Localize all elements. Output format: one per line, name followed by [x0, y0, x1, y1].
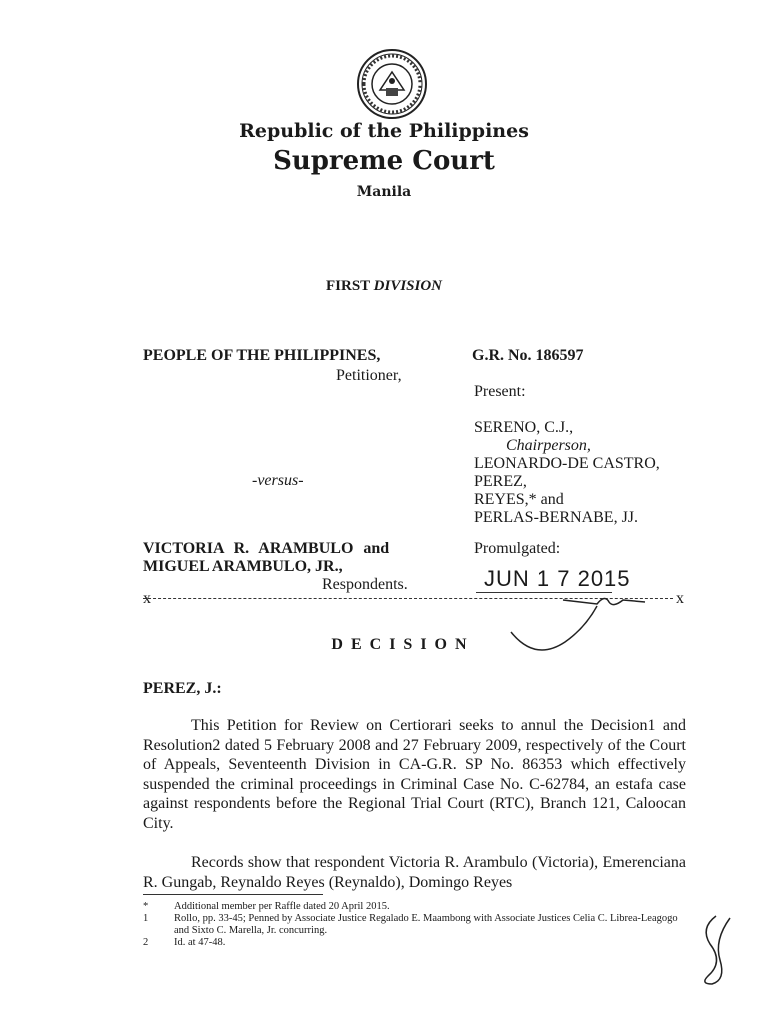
republic-title: Republic of the Philippines: [239, 120, 529, 142]
footnote-mark-1: 1: [143, 913, 149, 924]
footnote-divider: [143, 894, 323, 895]
paragraph-2-text: Records show that respondent Victoria R. Arambulo (Victoria), Emerenciana R. Gungab, Reynaldo Reyes (Reynaldo), Domingo Reyes: [143, 854, 686, 891]
page-initial-mark: [696, 910, 736, 988]
paragraph-2: [143, 853, 686, 892]
paragraph-1: [143, 716, 686, 833]
footnote-2-text: Id. at 47-48.: [174, 937, 226, 948]
respondents-line1: VICTORIA R. ARAMBULO and: [143, 540, 390, 557]
promulgated-date-stamp: JUN 1 7 2015: [484, 566, 631, 591]
ponente: PEREZ, J.:: [143, 680, 222, 697]
respondents-line2: MIGUEL ARAMBULO, JR.,: [143, 558, 343, 575]
petitioner-role: Petitioner,: [336, 367, 402, 384]
justice-5: PERLAS-BERNABE, JJ.: [474, 509, 639, 526]
present-label: Present:: [474, 383, 526, 400]
promulgated-label: Promulgated:: [474, 540, 561, 557]
footnote-mark-2: 2: [143, 937, 149, 948]
versus-label: -versus-: [252, 472, 304, 489]
separator-x-start: x: [143, 590, 151, 607]
gr-number: G.R. No. 186597: [472, 347, 584, 364]
footnote-star-text: Additional member per Raffle dated 20 April 2015.: [174, 901, 390, 912]
city-title: Manila: [356, 184, 412, 200]
justice-1: SERENO, C.J.,: [474, 419, 574, 436]
separator-x-end: x: [676, 590, 684, 607]
justice-chair: Chairperson,: [506, 437, 591, 454]
footnote-mark-star: *: [143, 901, 149, 912]
petitioner-name: PEOPLE OF THE PHILIPPINES,: [143, 347, 381, 364]
justice-2: LEONARDO-DE CASTRO,: [474, 455, 660, 472]
supreme-court-seal: [356, 48, 428, 120]
respondents-role: Respondents.: [322, 576, 408, 593]
division-first: FIRST: [325, 278, 370, 294]
justice-3: PEREZ,: [474, 473, 527, 490]
paragraph-1-text: This Petition for Review on Certiorari seeks to annul the Decision1 and Resolution2 dated 5 February 2008 and 27 February 2009, respectively of the Court of Appeals, Seventeenth Division in CA-G.R. SP No. 86353 which effectively suspended the criminal proceedings in Criminal Case No. C-62784, an estafa case against respondents before the Regional Trial Court (RTC), Branch 121, Caloocan City.: [143, 717, 686, 832]
division-heading: [0, 278, 768, 295]
court-title: Supreme Court: [273, 146, 495, 176]
justice-4: REYES,* and: [474, 491, 564, 508]
division-second: DIVISION: [373, 278, 443, 294]
footnote-1-text: Rollo, pp. 33-45; Penned by Associate Justice Regalado E. Maambong with Associate Justices Celia C. Librea-Leagogo and Sixto C. Marella, Jr. concurring.: [174, 913, 678, 936]
decision-title: D E C I S I O N: [331, 636, 469, 653]
